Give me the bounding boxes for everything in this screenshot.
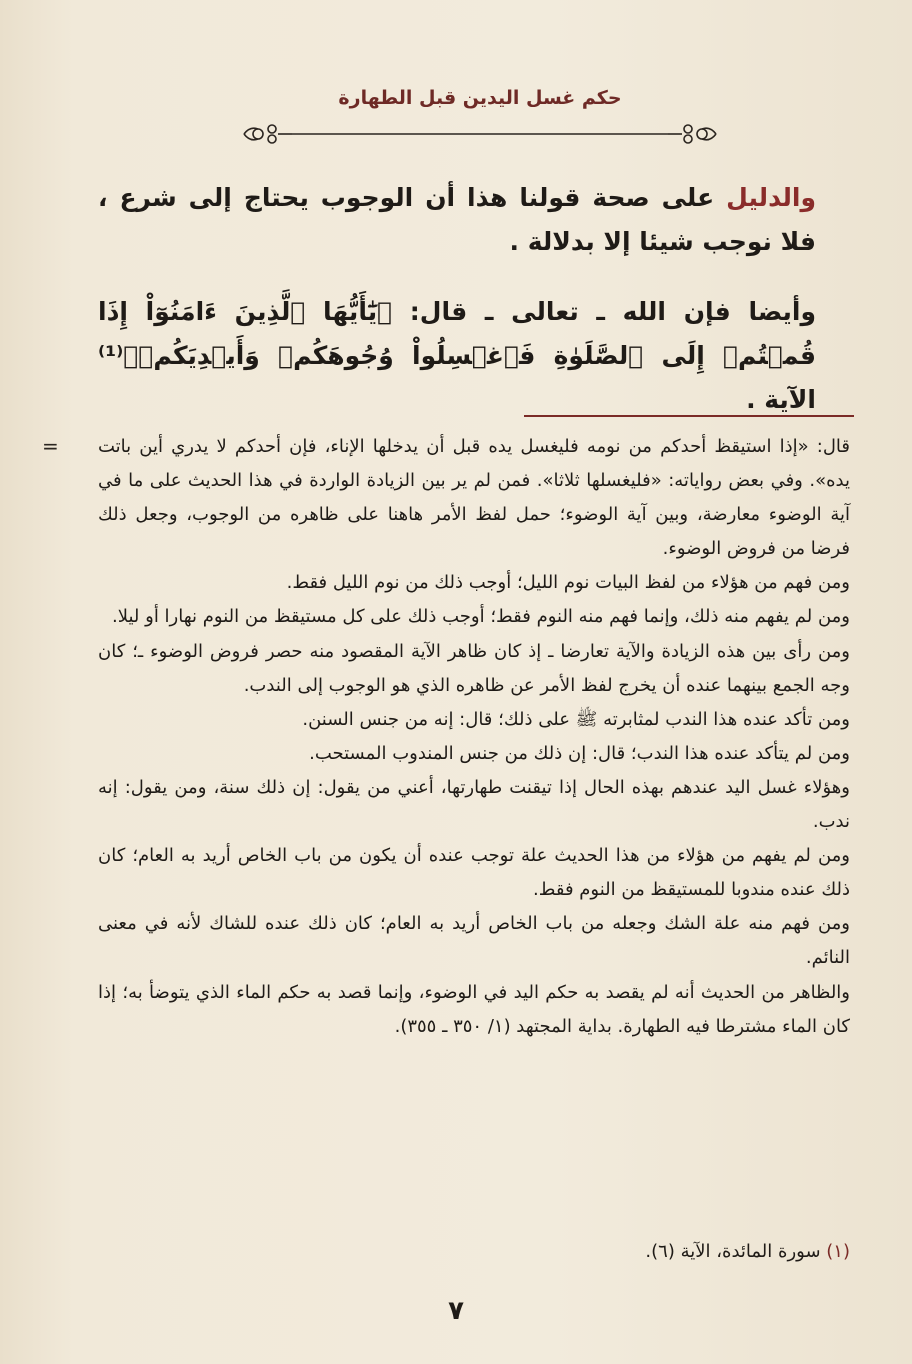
main-text <box>98 176 816 448</box>
main-paragraph-1 <box>98 176 816 264</box>
footnote-line: ومن رأى بين هذه الزيادة والآية تعارضا ـ إذ كان ظاهر الآية المقصود منه حصر فروض الوضوء ـ؛ كان وجه الجمع بينهما عنده أن يخرج لفظ الأمر عن ظاهره الذي هو الوجوب إلى الندب. <box>98 640 850 696</box>
highlighted-word: والدليل <box>726 183 816 212</box>
footnote-separator <box>524 415 854 417</box>
footnote-line: وهؤلاء غسل اليد عندهم بهذه الحال إذا تيقنت طهارتها، أعني من يقول: إن ذلك سنة، ومن يقول: إنه ندب. <box>98 776 850 833</box>
footnote-number: (١) <box>826 1241 850 1262</box>
footnote-1 <box>98 1237 850 1267</box>
footnote-line: والظاهر من الحديث أنه لم يقصد به حكم اليد في الوضوء، وإنما قصد به حكم الماء الذي يتوضأ به؛ إذا كان الماء مشترطا فيه الطهارة. بداية المجتهد (١/ ٣٥٠ ـ ٣٥٥). <box>98 981 850 1037</box>
footnote-line: ومن لم يتأكد عنده هذا الندب؛ قال: إن ذلك من جنس المندوب المستحب. <box>309 742 850 764</box>
footnotes <box>98 430 850 1044</box>
footnote-1-text: سورة المائدة، الآية (٦). <box>645 1241 821 1262</box>
footnote-line: ومن فهم منه علة الشك وجعله من باب الخاص أريد به العام؛ كان ذلك عنده للشاك لأنه في معنى النائم. <box>98 913 850 969</box>
ornament-rule-icon <box>240 123 720 145</box>
footnote-line: قال: «إذا استيقظ أحدكم من نومه فليغسل يده قبل أن يدخلها الإناء، فإن أحدكم لا يدري أين باتت يده». وفي بعض رواياته: «فليغسلها ثلاثا». فمن لم ير بين الزيادة الواردة في هذا الحديث على ما في آية الوضوء معارضة، وبين آية الوضوء؛ حمل لفظ الأمر هاهنا على ظاهره من الوجوب، وجعل ذلك فرضا من فروض الوضوء. <box>98 436 850 560</box>
footnote-line: ومن لم يفهم من هؤلاء من هذا الحديث علة توجب عنده أن يكون من باب الخاص أريد به العام؛ كان ذلك عنده مندوبا للمستيقظ من النوم فقط. <box>98 845 850 901</box>
footnote-line: ومن تأكد عنده هذا الندب لمثابرته ﷺ على ذلك؛ قال: إنه من جنس السنن. <box>302 708 850 730</box>
page-number: ٧ <box>448 1296 464 1326</box>
main-paragraph-1-text: على صحة قولنا هذا أن الوجوب يحتاج إلى شرع ، فلا نوجب شيئا إلا بدلالة . <box>98 183 816 256</box>
footnote-line: ومن فهم من هؤلاء من لفظ البيات نوم الليل؛ أوجب ذلك من نوم الليل فقط. <box>286 572 850 594</box>
header-title: حكم غسل اليدين قبل الطهارة <box>338 87 622 109</box>
main-paragraph-2: وأيضا فإن الله ـ تعالى ـ قال: ﴿يَٰٓأَيُّهَا ٱلَّذِينَ ءَامَنُوٓاْ إِذَا قُمۡتُمۡ إِلَى ٱلصَّلَوٰةِ فَٱغۡسِلُواْ وُجُوهَكُمۡ وَأَيۡدِيَكُمۡ﴾⁽¹⁾ الآية . <box>98 297 816 414</box>
footnote-line: ومن لم يفهم منه ذلك، وإنما فهم منه النوم فقط؛ أوجب ذلك على كل مستيقظ من النوم نهارا أو ليلا. <box>112 606 850 628</box>
continuation-mark: = <box>42 434 59 458</box>
running-header <box>240 86 720 146</box>
